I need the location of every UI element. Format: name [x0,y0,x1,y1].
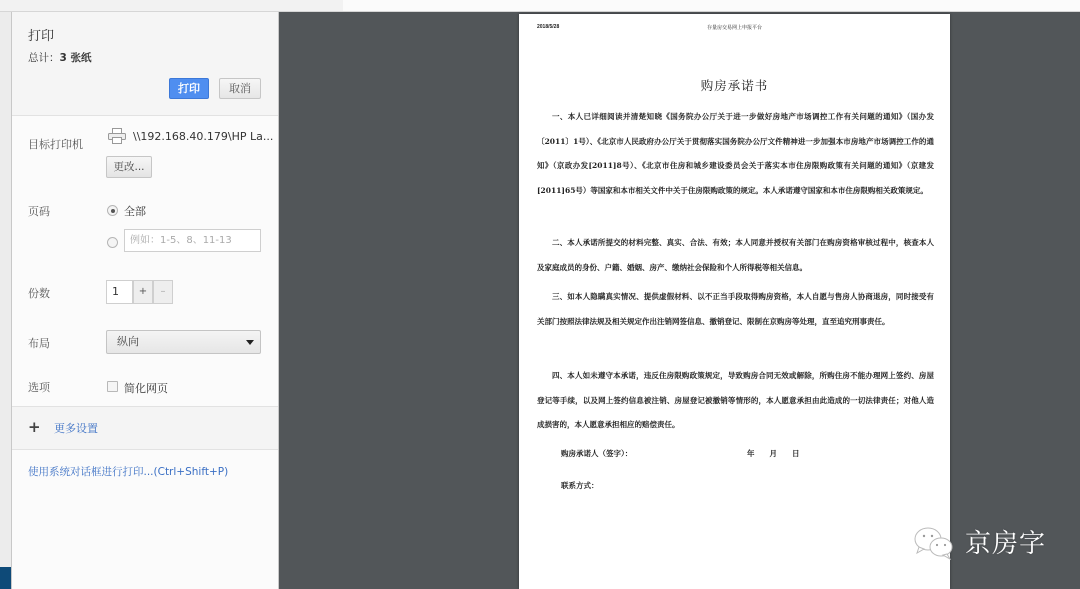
copies-increment-button[interactable]: + [133,280,153,304]
more-settings-toggle[interactable] [12,406,278,450]
page-date: 2018/5/28 [537,24,560,30]
pages-label: 页码 [28,205,50,218]
simplify-page-label: 简化网页 [124,382,168,395]
pages-all-radio[interactable] [107,205,118,216]
signature-label: 购房承诺人（签字）： [561,449,633,458]
copies-decrement-button[interactable]: – [153,280,173,304]
pages-custom-radio[interactable] [107,237,118,248]
more-settings-label: 更多设置 [54,422,98,435]
printer-icon [108,128,126,144]
layout-selected-value: 纵向 [117,335,139,348]
watermark-text: 京房字 [965,529,1047,559]
layout-label: 布局 [28,337,50,350]
paragraph-4: 四、本人如未遵守本承诺，违反住房限购政策规定，导致购房合同无效或解除，所购住房不能办理网上签约、房屋登记等手续，以及网上签约信息被注销、房屋登记被撤销等情形的，本人愿意承担由此造成的一切法律责任；对他人造成损害的，本人愿意承担相应的赔偿责任。 [537,371,934,429]
summary-value: 3 张纸 [59,52,92,64]
simplify-page-checkbox[interactable] [107,381,118,392]
paragraph-1: 一、本人已详细阅读并清楚知晓《国务院办公厅关于进一步做好房地产市场调控工作有关问题的通知》（国办发〔2011〕1号）、《北京市人民政府办公厅关于贯彻落实国务院办公厅文件精神进一步加强本市房地产市场调控工作的通知》（京政办发[2011]8号）、《北京市住房和城乡建设委员会关于落实本市住房限购政策有关问题的通知》（京建发[2011]65号）等国家和本市相关文件中关于住房限购政策的规定。本人承诺遵守国家和本市住房限购相关政策规定。 [537,112,934,195]
copies-input[interactable]: 1 [106,280,133,304]
paragraph-3: 三、如本人隐瞒真实情况、提供虚假材料、以不正当手段取得购房资格，本人自愿与售房人协商退房，同时接受有关部门按照法律法规及相关规定作出注销网签信息、撤销登记、限制在京购房等处理，直至追究刑事责任。 [537,292,934,326]
print-header [12,12,278,116]
print-settings-sidebar [11,12,279,589]
background-window-blue-block [0,567,11,589]
system-dialog-link[interactable]: 使用系统对话框进行打印...(Ctrl+Shift+P) [28,466,229,478]
printer-name: \\192.168.40.179\HP La... [133,130,274,143]
options-label: 选项 [28,381,50,394]
page-header: 存量房交易网上申报平台 [706,25,762,31]
cancel-button[interactable]: 取消 [219,78,261,99]
contact-label: 联系方式： [561,481,599,490]
chevron-down-icon [246,340,254,345]
change-printer-button[interactable]: 更改... [106,156,152,178]
summary-label: 总计： [28,52,60,64]
document-title: 购房承诺书 [700,78,769,93]
layout-select[interactable] [106,330,261,354]
background-window-edge [0,12,11,589]
destination-label: 目标打印机 [28,138,83,151]
print-button[interactable]: 打印 [169,78,209,99]
print-title: 打印 [28,29,55,44]
top-strip [0,0,1080,11]
plus-icon: + [28,418,41,436]
date-label: 年 月 日 [747,449,800,458]
print-preview-area [279,12,1080,589]
copies-label: 份数 [28,287,50,300]
wechat-icon [913,526,959,560]
top-strip-right [343,0,1080,11]
paragraph-2: 二、本人承诺所提交的材料完整、真实、合法、有效；本人同意并授权有关部门在购房资格审核过程中，核查本人及家庭成员的身份、户籍、婚姻、房产、缴纳社会保险和个人所得税等相关信息。 [537,238,934,272]
pages-all-label: 全部 [124,205,146,218]
sheet-summary [28,50,91,65]
pages-custom-input[interactable]: 例如：1-5、8、11-13 [124,229,261,252]
watermark [913,520,1053,564]
preview-page [519,14,950,589]
